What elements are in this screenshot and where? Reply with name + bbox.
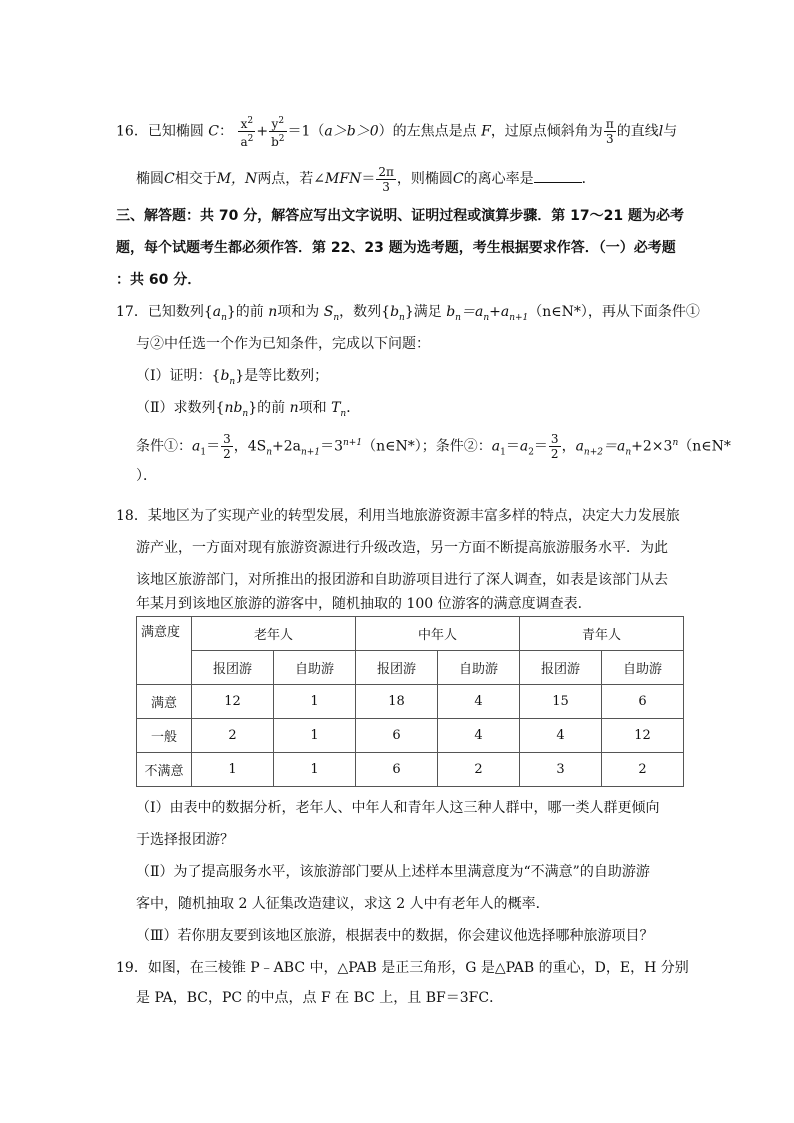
- q16-text4: 的直线: [616, 123, 659, 140]
- table-subcol: 自助游: [602, 651, 684, 685]
- q17-cond1-b: ，4S: [233, 438, 267, 455]
- q17-part2-a: （Ⅱ）求数列{: [136, 400, 225, 416]
- q16-plus: +: [256, 123, 269, 140]
- q17-cond2-den: 2: [550, 447, 559, 462]
- q16-y: y: [271, 117, 279, 131]
- q16-pi: π: [605, 117, 614, 131]
- q18-line-4: 年某月到该地区旅游的游客中，随机抽取的 100 位游客的满意度调查表．: [136, 596, 592, 612]
- q17-cond1-an1: n+1: [301, 447, 321, 458]
- q16-text: 已知椭圆: [147, 123, 204, 140]
- q16-line-1: [116, 114, 677, 149]
- q16-eq2: ＝: [361, 171, 376, 187]
- q17-bn-sub: n: [399, 312, 405, 323]
- q16-three2: 3: [382, 179, 390, 194]
- table-row-label: 不满意: [137, 753, 192, 787]
- table-cell: 2: [602, 753, 684, 787]
- q17-line-6: ）．: [136, 468, 157, 484]
- q17-part2-sub: n: [242, 408, 249, 419]
- table-cell: 12: [602, 719, 684, 753]
- table-cell: 6: [602, 685, 684, 719]
- q17-cond1-sub1: 1: [200, 447, 207, 458]
- q17-sn: S: [323, 304, 334, 320]
- table-cell: 1: [274, 685, 356, 719]
- q18-part2-line-2: 客中，随机抽取 2 人征集改造建议，求这 2 人中有老年人的概率．: [136, 896, 550, 912]
- q17-part2-nbn: nb: [224, 400, 243, 416]
- table-cell: 6: [356, 753, 438, 787]
- table-row: [137, 753, 684, 787]
- table-cell: 1: [274, 719, 356, 753]
- q17-cond1-sn: n: [266, 447, 273, 458]
- q17-cond2-exp: n: [672, 438, 679, 448]
- table-corner: 满意度: [137, 617, 192, 685]
- q17-part1-a: （Ⅰ）证明：{: [136, 368, 221, 384]
- table-cell: 18: [356, 685, 438, 719]
- q17-text-f: （n∈N*），再从下面条件①: [528, 304, 700, 320]
- q18-part1-line-2: 于选择报团游？: [136, 832, 234, 848]
- q16-a: a: [240, 135, 248, 149]
- q16-three: 3: [605, 132, 614, 146]
- q17-cond2-label: （n∈N*）；条件②：: [362, 438, 492, 455]
- q17-n: n: [268, 304, 278, 320]
- q16-frac-2pi3: [376, 165, 396, 194]
- q17-part2-n: n: [289, 400, 299, 416]
- table-group-middle: 中年人: [356, 617, 520, 651]
- section3-line-1: 三、解答题：共 70 分，解答应写出文字说明、证明过程或演算步骤．第 17～21 题为必考: [116, 208, 684, 224]
- q16-var-l: l: [658, 123, 664, 140]
- q18-line-2: 游产业，一方面对现有旅游资源进行升级改造，另一方面不断提高旅游服务水平．为此: [136, 540, 668, 556]
- q17-cond2-a1: a: [491, 438, 501, 455]
- q17-cond2-sub1: 1: [500, 447, 506, 458]
- q17-formula-b: b: [446, 304, 456, 320]
- q17-formula-a1-sub: n+1: [509, 312, 529, 323]
- q18-part2-line-1: （Ⅱ）为了提高服务水平，该旅游部门要从上述样本里满意度为“不满意”的自助游游: [136, 864, 650, 880]
- q17-text-c: 项和为: [277, 304, 320, 320]
- q16-y-exp: 2: [278, 116, 285, 126]
- q19-line-2: 是 PA，BC，PC 的中点，点 F 在 BC 上，且 BF＝3FC．: [136, 990, 504, 1006]
- q16-text6: 椭圆: [136, 171, 164, 187]
- table-header-row-1: [137, 617, 684, 651]
- table-cell: 6: [356, 719, 438, 753]
- q17-an: a: [212, 304, 222, 320]
- q16-colon: ：: [219, 123, 233, 140]
- q16-text5: 与: [663, 123, 678, 140]
- satisfaction-table: [136, 616, 684, 787]
- q17-cond1-c: +2a: [272, 438, 302, 455]
- q17-formula-a-sub: n: [483, 312, 490, 323]
- q16-a-exp: 2: [247, 134, 254, 144]
- q16-end: ．: [581, 171, 596, 187]
- table-cell: 4: [438, 719, 520, 753]
- q17-part2-d: ．: [346, 400, 361, 416]
- q17-cond1-a: a: [192, 438, 201, 455]
- q17-part1-bn: b: [220, 368, 230, 384]
- q16-number: 16．: [116, 123, 148, 140]
- q16-cond: a＞b＞0: [324, 123, 379, 140]
- q17-cond1-den: 2: [223, 447, 231, 462]
- q16-text2: ）的左焦点是点: [378, 123, 477, 140]
- q16-frac-pi3: [604, 117, 616, 146]
- q17-cond1-label: 条件①：: [136, 438, 192, 455]
- q16-var-c2: C: [164, 171, 175, 187]
- q17-cond1-exp: n+1: [343, 438, 363, 448]
- table-cell: 15: [520, 685, 602, 719]
- q17-cond1-eq: ＝: [206, 438, 221, 455]
- table-subcol: 报团游: [192, 651, 274, 685]
- q16-answer-blank[interactable]: [534, 168, 582, 183]
- table-cell: 2: [438, 753, 520, 787]
- q16-text10: 的离心率是: [463, 171, 534, 187]
- table-cell: 1: [274, 753, 356, 787]
- q17-cond2-sub2: 2: [528, 447, 534, 458]
- q17-cond1-num: 3: [223, 432, 231, 447]
- q17-line-3: [136, 366, 328, 392]
- q17-cond1-d: ＝3: [320, 438, 344, 455]
- q16-text3: ，过原点倾斜角为: [490, 123, 603, 140]
- q17-text-e: }满足: [404, 304, 442, 320]
- table-subcol: 报团游: [520, 651, 602, 685]
- q16-var-f: F: [481, 123, 491, 140]
- q17-line-1: [116, 302, 700, 328]
- section3-line-2: 题，每个试题考生都必须作答．第 22、23 题为选考题，考生根据要求作答．（一）必考题: [116, 240, 676, 256]
- q18-part1-line-1: （Ⅰ）由表中的数据分析，老年人、中年人和青年人这三种人群中，哪一类人群更倾向: [136, 800, 660, 816]
- q16-frac-x: [238, 114, 255, 149]
- q16-x-exp: 2: [247, 116, 254, 126]
- table-row: [137, 719, 684, 753]
- q17-line-2: 与②中任选一个作为已知条件，完成以下问题：: [136, 336, 430, 352]
- table-row: [137, 685, 684, 719]
- table-row-label: 满意: [137, 685, 192, 719]
- q17-formula-eq: ＝a: [460, 304, 484, 320]
- q16-b-exp: 2: [278, 134, 285, 144]
- table-subcol: 自助游: [438, 651, 520, 685]
- q17-cond2-comma: ，: [561, 438, 576, 455]
- q17-cond2-num: 3: [550, 432, 559, 447]
- q16-var-c: C: [208, 123, 219, 140]
- q16-b: b: [271, 135, 279, 149]
- q17-cond1-frac: [221, 432, 233, 461]
- q17-cond2-g: ＝a: [603, 438, 626, 455]
- q17-cond2-sub-n: n: [625, 447, 632, 458]
- section3-line-3: ：共 60 分．: [116, 272, 202, 288]
- q16-text8: 两点，若∠: [257, 171, 326, 187]
- q19-line-1: 19．如图，在三棱锥 P﹣ABC 中，△PAB 是正三角形，G 是△PAB 的重心，D，E，H 分别: [116, 960, 689, 976]
- q16-mn: M，N: [216, 171, 258, 187]
- q16-twopi: 2π: [378, 164, 394, 179]
- q16-var-c3: C: [452, 171, 464, 187]
- q16-mfn: MFN: [325, 171, 362, 187]
- q17-cond2-eq1: ＝: [505, 438, 520, 455]
- q17-bn: b: [390, 304, 400, 320]
- q17-text-b: }的前: [226, 304, 264, 320]
- table-cell: 4: [520, 719, 602, 753]
- q17-part2-tn: T: [331, 400, 341, 416]
- q17-part2-b: }的前: [248, 400, 286, 416]
- q17-part1-sub: n: [229, 376, 236, 387]
- q17-text-d: ，数列{: [339, 304, 391, 320]
- q16-x: x: [240, 117, 248, 131]
- q18-line-3: 该地区旅游部门，对所推出的报团游和自助游项目进行了深人调查，如表是该部门从去: [136, 572, 668, 588]
- q16-text9: ，则椭圆: [396, 171, 453, 187]
- q16-frac-y: [269, 114, 286, 149]
- q17-cond2-sub-n2: n+2: [583, 447, 603, 458]
- q17-sub-n: n: [221, 312, 227, 323]
- table-cell: 2: [192, 719, 274, 753]
- table-group-young: 青年人: [520, 617, 684, 651]
- table-subcol: 报团游: [356, 651, 438, 685]
- table-cell: 3: [520, 753, 602, 787]
- table-header-row-2: [137, 651, 684, 685]
- q17-cond2-an2: a: [575, 438, 584, 455]
- q17-cond2-a2: a: [519, 438, 529, 455]
- table-cell: 1: [192, 753, 274, 787]
- q17-part2-tn-sub: n: [340, 408, 347, 419]
- table-row-label: 一般: [137, 719, 192, 753]
- q17-line-5: [136, 428, 731, 467]
- table-group-elderly: 老年人: [192, 617, 356, 651]
- q17-cond2-eq2: ＝: [533, 438, 548, 455]
- q18-part3-line-1: （Ⅲ）若你朋友要到该地区旅游，根据表中的数据，你会建议他选择哪种旅游项目？: [136, 928, 654, 944]
- q17-part2-c: 项和: [298, 400, 327, 416]
- table-subcol: 自助游: [274, 651, 356, 685]
- q17-cond2-frac: [549, 432, 561, 461]
- q18-line-1: 18．某地区为了实现产业的转型发展，利用当地旅游资源丰富多样的特点，决定大力发展旅: [116, 508, 680, 524]
- q16-eq: ＝1（: [287, 123, 325, 140]
- q17-line-4: [136, 398, 360, 424]
- q17-part1-b: }是等比数列；: [235, 368, 329, 384]
- q17-formula-plus: +a: [489, 304, 510, 320]
- q17-sn-sub: n: [333, 312, 340, 323]
- q17-text-a: 17．已知数列{: [116, 304, 213, 320]
- q17-formula-b-sub: n: [455, 312, 461, 323]
- q17-cond2-h: +2×3: [631, 438, 673, 455]
- table-cell: 4: [438, 685, 520, 719]
- q17-cond2-i: （n∈N*: [678, 438, 731, 455]
- q16-line-2: [136, 164, 596, 194]
- table-cell: 12: [192, 685, 274, 719]
- q16-text7: 相交于: [174, 171, 217, 187]
